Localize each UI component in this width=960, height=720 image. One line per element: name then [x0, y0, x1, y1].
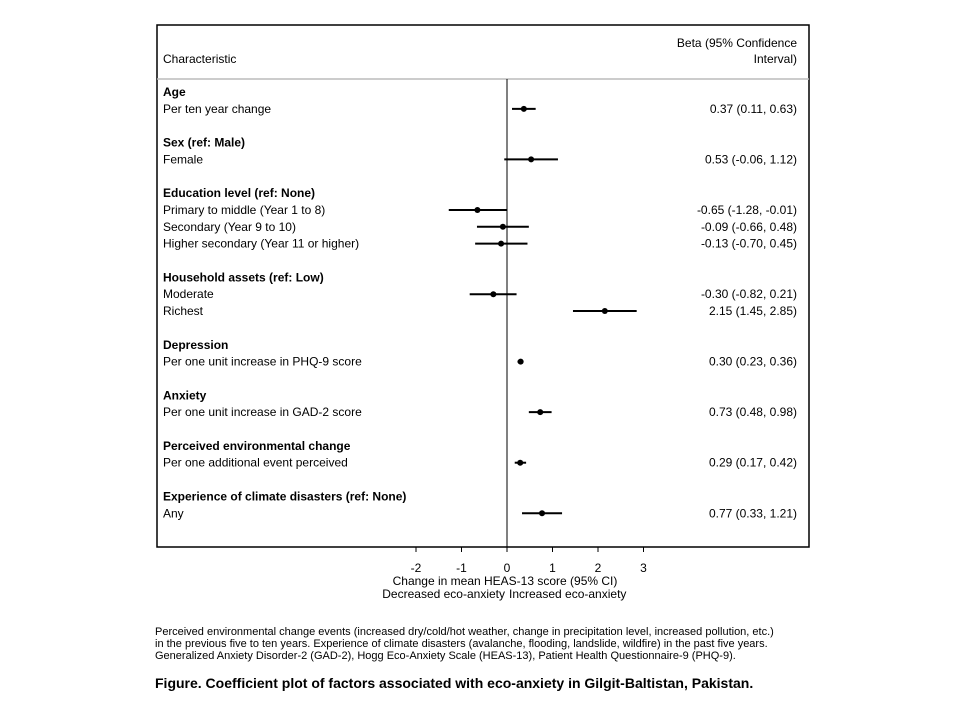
note-line: Generalized Anxiety Disorder-2 (GAD-2), Hogg Eco-Anxiety Scale (HEAS-13), Patient Health Questionnaire-9 (PHQ-9). [155, 650, 736, 662]
row-label: Female [163, 152, 204, 167]
row-label: Secondary (Year 9 to 10) [163, 219, 296, 234]
point-estimate [539, 510, 545, 516]
estimate-value-label: 0.30 (0.23, 0.36) [708, 354, 797, 369]
figure-caption: Figure. Coefficient plot of factors associated with eco-anxiety in Gilgit-Baltistan, Pakistan. [155, 675, 754, 691]
x-axis-label: Change in mean HEAS-13 score (95% CI) [392, 574, 618, 588]
point-estimate [521, 106, 527, 112]
row-label: Any [163, 506, 184, 521]
beta-column-header-line1: Beta (95% Confidence [676, 36, 797, 50]
estimate-value-label: -0.09 (-0.66, 0.48) [700, 219, 797, 234]
point-estimate [517, 460, 523, 466]
point-estimate [498, 241, 504, 247]
point-estimate [528, 156, 534, 162]
x-tick-label: -2 [410, 561, 422, 575]
direction-left-label: Decreased eco-anxiety [382, 587, 505, 601]
x-tick-label: 0 [503, 561, 511, 575]
estimate-value-label: 0.37 (0.11, 0.63) [709, 101, 797, 116]
row-group [163, 85, 797, 520]
x-tick-label: 2 [594, 561, 602, 575]
point-estimate [602, 308, 608, 314]
point-estimate [537, 409, 543, 415]
estimate-value-label: 2.15 (1.45, 2.85) [708, 304, 797, 319]
estimate-value-label: 0.73 (0.48, 0.98) [708, 405, 797, 420]
group-header-label: Sex (ref: Male) [163, 135, 246, 150]
note-line: Perceived environmental change events (increased dry/cold/hot weather, change in precipitation level, increased pollution, etc.) [155, 626, 774, 638]
row-label: Higher secondary (Year 11 or higher) [163, 236, 360, 251]
x-tick-label: 1 [549, 561, 556, 575]
estimate-value-label: -0.30 (-0.82, 0.21) [700, 287, 797, 302]
note-line: in the previous five to ten years. Experience of climate disasters (avalanche, flooding, landslide, wildfire) in the past five years. [155, 638, 768, 650]
row-label: Richest [163, 304, 204, 319]
direction-right-label: Increased eco-anxiety [509, 587, 627, 601]
estimate-value-label: 0.53 (-0.06, 1.12) [704, 152, 797, 167]
row-label: Per one unit increase in PHQ-9 score [163, 354, 362, 369]
beta-column-header-line2: Interval) [753, 52, 797, 66]
figure-notes [155, 626, 945, 662]
point-estimate [490, 291, 496, 297]
row-label: Moderate [163, 287, 214, 302]
group-header-label: Education level (ref: None) [163, 186, 316, 201]
x-axis [411, 547, 647, 575]
estimate-value-label: -0.13 (-0.70, 0.45) [700, 236, 797, 251]
estimate-value-label: 0.77 (0.33, 1.21) [708, 506, 797, 521]
group-header-label: Anxiety [163, 388, 207, 403]
estimate-value-label: -0.65 (-1.28, -0.01) [696, 202, 797, 217]
estimate-value-label: 0.29 (0.17, 0.42) [708, 455, 797, 470]
row-label: Primary to middle (Year 1 to 8) [163, 202, 326, 217]
group-header-label: Perceived environmental change [163, 438, 351, 453]
row-label: Per ten year change [163, 101, 272, 116]
group-header-label: Household assets (ref: Low) [163, 270, 324, 285]
point-estimate [518, 359, 524, 365]
group-header-label: Experience of climate disasters (ref: None) [163, 489, 407, 504]
group-header-label: Depression [163, 337, 229, 352]
row-label: Per one unit increase in GAD-2 score [163, 405, 362, 420]
point-estimate [474, 207, 480, 213]
point-estimate [500, 224, 506, 230]
group-header-label: Age [163, 85, 186, 99]
row-label: Per one additional event perceived [163, 455, 348, 470]
x-tick-label: -1 [456, 561, 467, 575]
characteristic-column-header: Characteristic [163, 52, 237, 66]
x-tick-label: 3 [640, 561, 647, 575]
